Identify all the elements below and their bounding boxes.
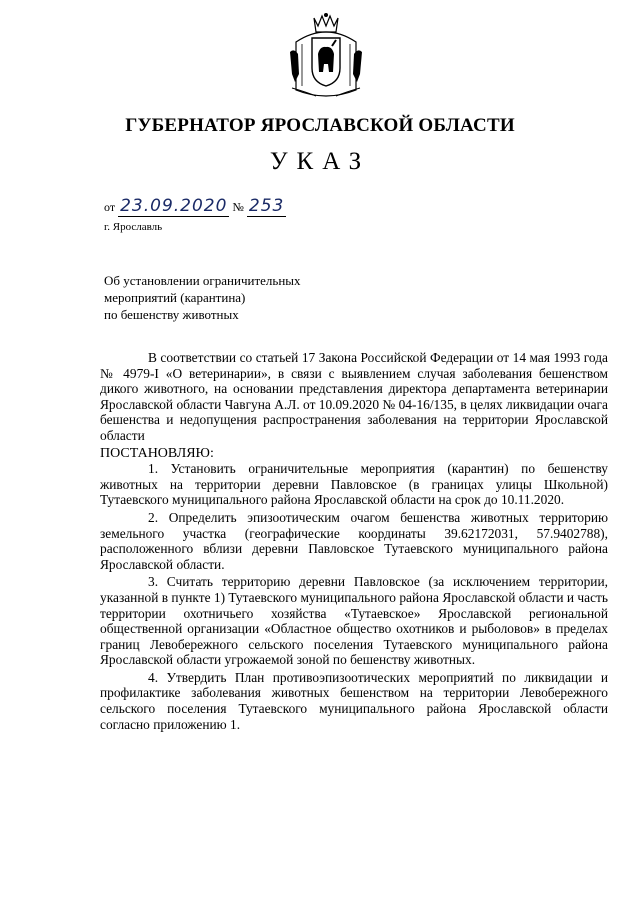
document-number: 253 [248, 196, 285, 216]
subject-line: Об установлении ограничительных [104, 273, 301, 288]
subject-line: по бешенству животных [104, 307, 239, 322]
issuing-authority: ГУБЕРНАТОР ЯРОСЛАВСКОЙ ОБЛАСТИ [125, 115, 515, 136]
clause-3: 3. Считать территорию деревни Павловское (за исключением территории, указанной в пункте 1) Тутаевского муниципального района Ярославской области и часть территории охотничьего хозяйства «Тутаевское» Ярославской региональной общественной организации «Областное общество охотников и рыболовов» в пределах границ Левобережного сельского поселения Тутаевского муниципального района Ярославской области угрожаемой зоной по бешенству животных. [100, 574, 608, 668]
subject-line: мероприятий (карантина) [104, 290, 246, 305]
number-sign: № [232, 200, 244, 214]
clause-1: 1. Установить ограничительные мероприятия (карантин) по бешенству животных на территории деревни Павловское (в границах улицы Школьной) Тутаевского муниципального района Ярославской области на срок до 10.11.2020. [100, 461, 608, 508]
document-subject [104, 272, 364, 323]
coat-of-arms-icon [286, 12, 366, 102]
document-date: 23.09.2020 [120, 196, 228, 216]
date-prefix: от [104, 200, 116, 214]
document-body [100, 350, 608, 732]
document-type: УКАЗ [269, 148, 371, 175]
preamble-paragraph: В соответствии со статьей 17 Закона Российской Федерации от 14 мая 1993 года № 4979-I «О ветеринарии», в связи с выявлением случая заболевания бешенством дикого животного, на основании представления директора департамента ветеринарии Ярославской области Чавгуна А.Л. от 10.09.2020 № 04-16/135, в целях ликвидации очага бешенства и недопущения распространения заболевания на территории Ярославской области [100, 350, 608, 443]
decree-heading: ПОСТАНОВЛЯЮ: [100, 445, 214, 461]
city: г. Ярославль [104, 221, 163, 233]
clause-4: 4. Утвердить План противоэпизоотических мероприятий по ликвидации и профилактике заболевания животных бешенством на территории Левобережного сельского поселения Тутаевского муниципального района Ярославской области согласно приложению 1. [100, 669, 608, 732]
clause-2: 2. Определить эпизоотическим очагом бешенства животных территорию земельного участка (географические координаты 39.62172031, 57.9402788), расположенного вблизи деревни Павловское Тутаевского муниципального района Ярославской области. [100, 509, 608, 572]
date-number-line [104, 196, 286, 216]
